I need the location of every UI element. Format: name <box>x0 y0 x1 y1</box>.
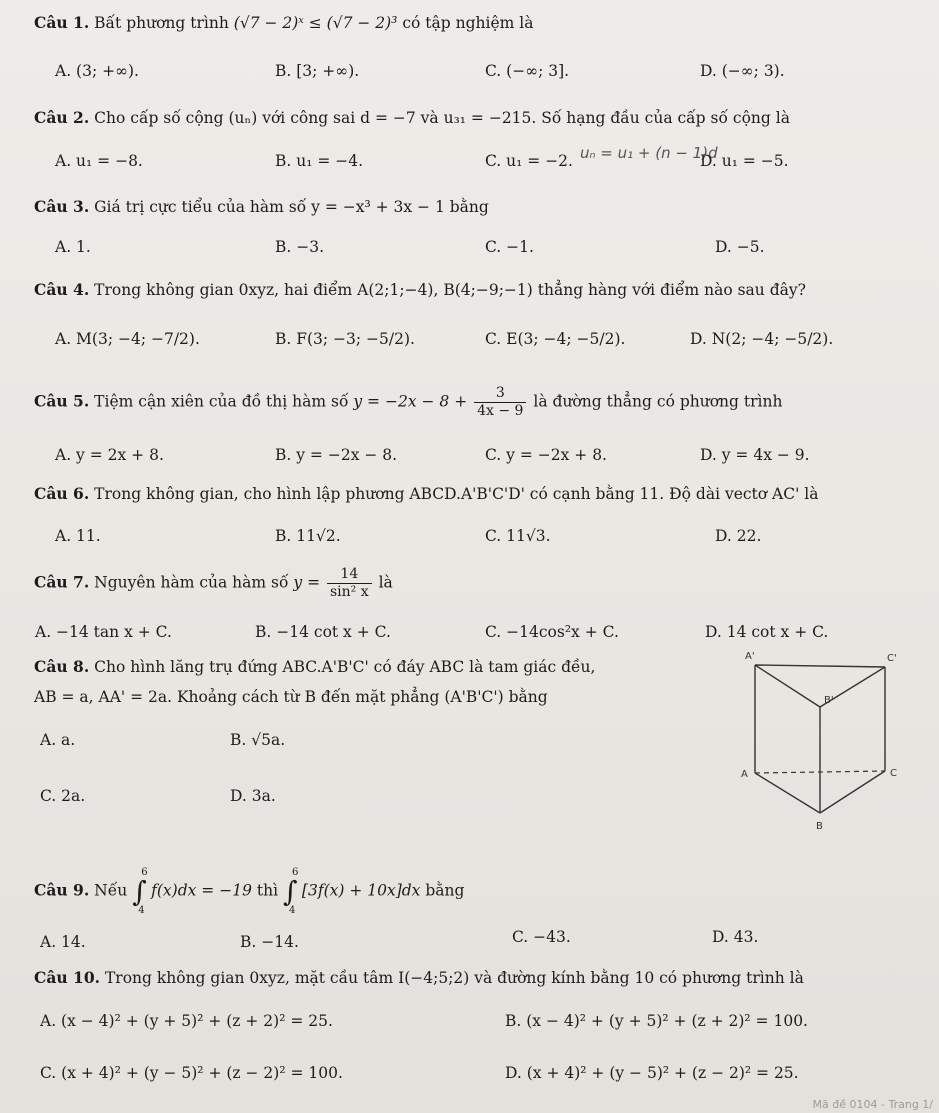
q9-option-b: B. −14. <box>240 933 299 951</box>
edge-a1-c1 <box>755 665 885 667</box>
q5-option-c: C. y = −2x + 8. <box>485 446 607 464</box>
q6-option-d: D. 22. <box>715 527 762 545</box>
q2-option-a: A. u₁ = −8. <box>55 152 143 170</box>
q7-fraction: $\frac{14}{\text{sin² x}}$ <box>327 566 372 601</box>
question-9: Câu 9. Nếu ∫ 6 4 f(x)dx = −19 thì ∫ 6 4 [3f(x) + 10x]dx bằng <box>34 867 465 916</box>
question-8-line2: AB = a, AA' = 2a. Khoảng cách từ B đến mặt phẳng (A'B'C') bằng <box>34 688 548 706</box>
question-6: Câu 6. Trong không gian, cho hình lập phương ABCD.A'B'C'D' có cạnh bằng 11. Độ dài vectơ AC' là <box>34 484 819 503</box>
q5-function-lead: y = −2x − 8 + <box>353 392 468 411</box>
prism-figure <box>725 645 915 835</box>
q1-option-c: C. (−∞; 3]. <box>485 62 570 80</box>
label-b1: B' <box>824 695 834 706</box>
q1-option-a: A. (3; +∞). <box>55 62 139 80</box>
q6-option-a: A. 11. <box>55 527 101 545</box>
q7-option-b: B. −14 cot x + C. <box>255 623 391 641</box>
q2-option-c: C. u₁ = −2. <box>485 152 573 170</box>
q6-option-c: C. 11√3. <box>485 527 551 545</box>
q8-option-a: A. a. <box>40 731 76 749</box>
edge-a1-b1 <box>755 665 820 707</box>
q1-option-b: B. [3; +∞). <box>275 62 360 80</box>
q10-option-c: C. (x + 4)² + (y − 5)² + (z − 2)² = 100. <box>40 1064 343 1082</box>
label-b: B <box>816 821 823 832</box>
q9-option-c: C. −43. <box>512 928 571 946</box>
q2-option-d: D. u₁ = −5. <box>700 152 789 170</box>
question-10: Câu 10. Trong không gian 0xyz, mặt cầu tâm I(−4;5;2) và đường kính bằng 10 có phương trình là <box>34 968 804 987</box>
question-7: Câu 7. Nguyên hàm của hàm số y = $\frac{14}{\text{sin² x}}$ là <box>34 566 393 600</box>
question-4: Câu 4. Trong không gian 0xyz, hai điểm A(2;1;−4), B(4;−9;−1) thẳng hàng với điểm nào sau đây? <box>34 280 806 299</box>
q5-option-d: D. y = 4x − 9. <box>700 446 810 464</box>
q8-option-b: B. √5a. <box>230 731 286 749</box>
integral-sign-1: ∫ 6 4 <box>132 867 148 916</box>
q2-option-b: B. u₁ = −4. <box>275 152 364 170</box>
integral-sign-2: ∫ 6 4 <box>282 867 299 916</box>
q10-option-a: A. (x − 4)² + (y + 5)² + (z + 2)² = 25. <box>40 1012 333 1030</box>
page-footer: Mã đề 0104 - Trang 1/ <box>812 1098 933 1111</box>
question-1: Câu 1. Bất phương trình (√7 − 2)ˣ ≤ (√7 − 2)³ có tập nghiệm là <box>34 13 534 32</box>
edge-c-b <box>820 771 885 813</box>
q7-option-d: D. 14 cot x + C. <box>705 623 829 641</box>
q9-option-d: D. 43. <box>712 928 759 946</box>
q8-option-d: D. 3a. <box>230 787 276 805</box>
q6-option-b: B. 11√2. <box>275 527 341 545</box>
q5-fraction: $\frac{3}{4x - 9}$ <box>474 385 526 420</box>
q7-function-lead: y = <box>293 573 321 592</box>
handwriting-note: uₙ = u₁ + (n − 1)d <box>580 144 718 162</box>
question-8: Câu 8. Cho hình lăng trụ đứng ABC.A'B'C' có đáy ABC là tam giác đều, <box>34 657 596 676</box>
q10-option-b: B. (x − 4)² + (y + 5)² + (z + 2)² = 100. <box>505 1012 808 1030</box>
q7-option-c: C. −14cos²x + C. <box>485 623 619 641</box>
q3-option-d: D. −5. <box>715 238 765 256</box>
q1-option-d: D. (−∞; 3). <box>700 62 785 80</box>
q3-option-c: C. −1. <box>485 238 534 256</box>
q8-option-c: C. 2a. <box>40 787 86 805</box>
label-a1: A' <box>745 651 755 662</box>
question-2: Câu 2. Cho cấp số cộng (uₙ) với công sai d = −7 và u₃₁ = −215. Số hạng đầu của cấp số cộng là <box>34 108 790 127</box>
question-3: Câu 3. Giá trị cực tiểu của hàm số y = −x³ + 3x − 1 bằng <box>34 197 489 216</box>
label-c: C <box>890 768 897 779</box>
label-c1: C' <box>887 653 897 664</box>
q3-option-a: A. 1. <box>55 238 91 256</box>
q10-option-d: D. (x + 4)² + (y − 5)² + (z − 2)² = 25. <box>505 1064 799 1082</box>
q4-option-c: C. E(3; −4; −5/2). <box>485 330 626 348</box>
question-5: Câu 5. Tiệm cận xiên của đồ thị hàm số y = −2x − 8 + $\frac{3}{4x - 9}$ là đường thẳng có phương trình <box>34 385 783 419</box>
q7-option-a: A. −14 tan x + C. <box>35 623 172 641</box>
q4-option-d: D. N(2; −4; −5/2). <box>690 330 834 348</box>
q4-option-b: B. F(3; −3; −5/2). <box>275 330 415 348</box>
q9-option-a: A. 14. <box>40 933 86 951</box>
q5-option-b: B. y = −2x − 8. <box>275 446 398 464</box>
q3-option-b: B. −3. <box>275 238 325 256</box>
q5-option-a: A. y = 2x + 8. <box>55 446 164 464</box>
edge-a-b <box>755 773 820 813</box>
q4-option-a: A. M(3; −4; −7/2). <box>55 330 200 348</box>
label-a: A <box>741 769 748 780</box>
